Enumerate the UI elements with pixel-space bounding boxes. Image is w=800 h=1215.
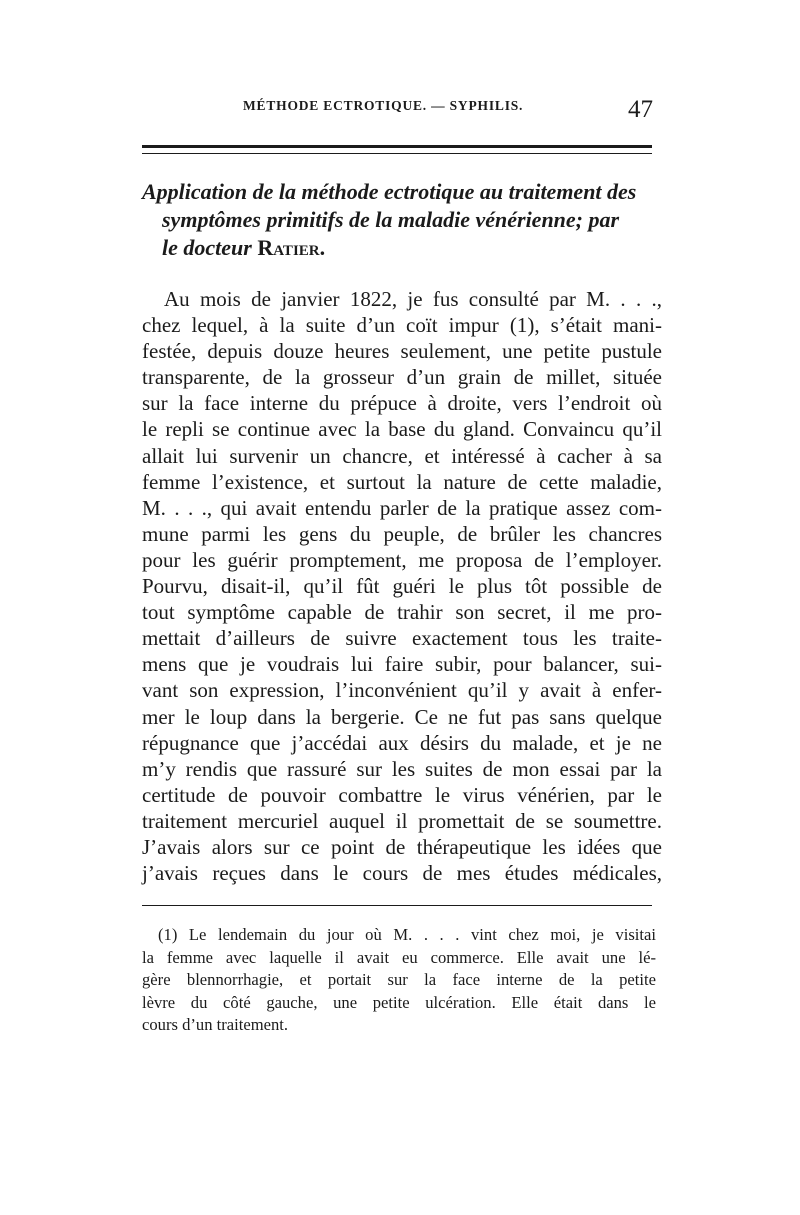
text-line: sur la face interne du prépuce à droite, vers l’endroit où bbox=[142, 391, 662, 416]
text-line: M. . . ., qui avait entendu parler de la pratique assez com- bbox=[142, 495, 662, 520]
title-line-text: le docteur bbox=[162, 235, 258, 260]
header-rule-thin bbox=[142, 153, 652, 154]
footnote-line: lèvre du côté gauche, une petite ulcération. Elle était dans le bbox=[142, 992, 656, 1012]
page-number: 47 bbox=[628, 96, 653, 123]
text-line: mettait d’ailleurs de suivre exactement tous les traite- bbox=[142, 626, 662, 651]
author-name: Ratier. bbox=[257, 235, 326, 260]
text-line: allait lui survenir un chancre, et intéressé à cacher à sa bbox=[142, 443, 662, 468]
text-line: tout symptôme capable de trahir son secret, il me pro- bbox=[142, 600, 662, 625]
text-line: pour les guérir promptement, me proposa de l’employer. bbox=[142, 547, 662, 572]
text-line: chez lequel, à la suite d’un coït impur (1), s’était mani- bbox=[142, 313, 662, 338]
text-line: femme l’existence, et surtout la nature de cette maladie, bbox=[142, 469, 662, 494]
text-line: j’avais reçues dans le cours de mes études médicales, bbox=[142, 861, 662, 886]
text-line: mens que je voudrais lui faire subir, pour balancer, sui- bbox=[142, 652, 662, 677]
text-line: transparente, de la grosseur d’un grain de millet, située bbox=[142, 365, 662, 390]
text-line: le repli se continue avec la base du gland. Convaincu qu’il bbox=[142, 417, 662, 442]
footnote-rule bbox=[142, 905, 652, 906]
text-line: festée, depuis douze heures seulement, une petite pustule bbox=[142, 339, 662, 364]
text-line: vant son expression, l’inconvénient qu’il y avait à enfer- bbox=[142, 678, 662, 703]
body-paragraph bbox=[142, 286, 662, 886]
text-line: mer le loup dans la bergerie. Ce ne fut pas sans quelque bbox=[142, 704, 662, 729]
article-title bbox=[142, 178, 662, 262]
text-line: m’y rendis que rassuré sur les suites de mon essai par la bbox=[142, 756, 662, 781]
title-line: symptômes primitifs de la maladie vénérienne; par bbox=[162, 207, 620, 232]
header-rule-thick bbox=[142, 145, 652, 148]
title-line bbox=[142, 234, 662, 262]
footnote bbox=[142, 924, 656, 1037]
text-line: certitude de pouvoir combattre le virus vénérien, par le bbox=[142, 782, 662, 807]
footnote-line: la femme avec laquelle il avait eu commerce. Elle avait une lé- bbox=[142, 947, 656, 967]
running-head: MÉTHODE ECTROTIQUE. — SYPHILIS. bbox=[243, 98, 524, 113]
title-line: Application de la méthode ectrotique au traitement des bbox=[142, 179, 637, 204]
text-line: répugnance que j’accédai aux désirs du malade, et je ne bbox=[142, 730, 662, 755]
footnote-line: cours d’un traitement. bbox=[142, 1015, 289, 1035]
text-line: J’avais alors sur ce point de thérapeutique les idées que bbox=[142, 834, 662, 859]
text-line: mune parmi les gens du peuple, de brûler les chancres bbox=[142, 521, 662, 546]
text-line: Au mois de janvier 1822, je fus consulté par M. . . ., bbox=[164, 287, 662, 311]
text-line: Pourvu, disait-il, qu’il fût guéri le plus tôt possible de bbox=[142, 574, 662, 599]
footnote-line: gère blennorrhagie, et portait sur la face interne de la petite bbox=[142, 970, 656, 990]
text-line: traitement mercuriel auquel il promettait de se soumettre. bbox=[142, 808, 662, 833]
footnote-line: (1) Le lendemain du jour où M. . . . vint chez moi, je visitai bbox=[158, 925, 656, 944]
